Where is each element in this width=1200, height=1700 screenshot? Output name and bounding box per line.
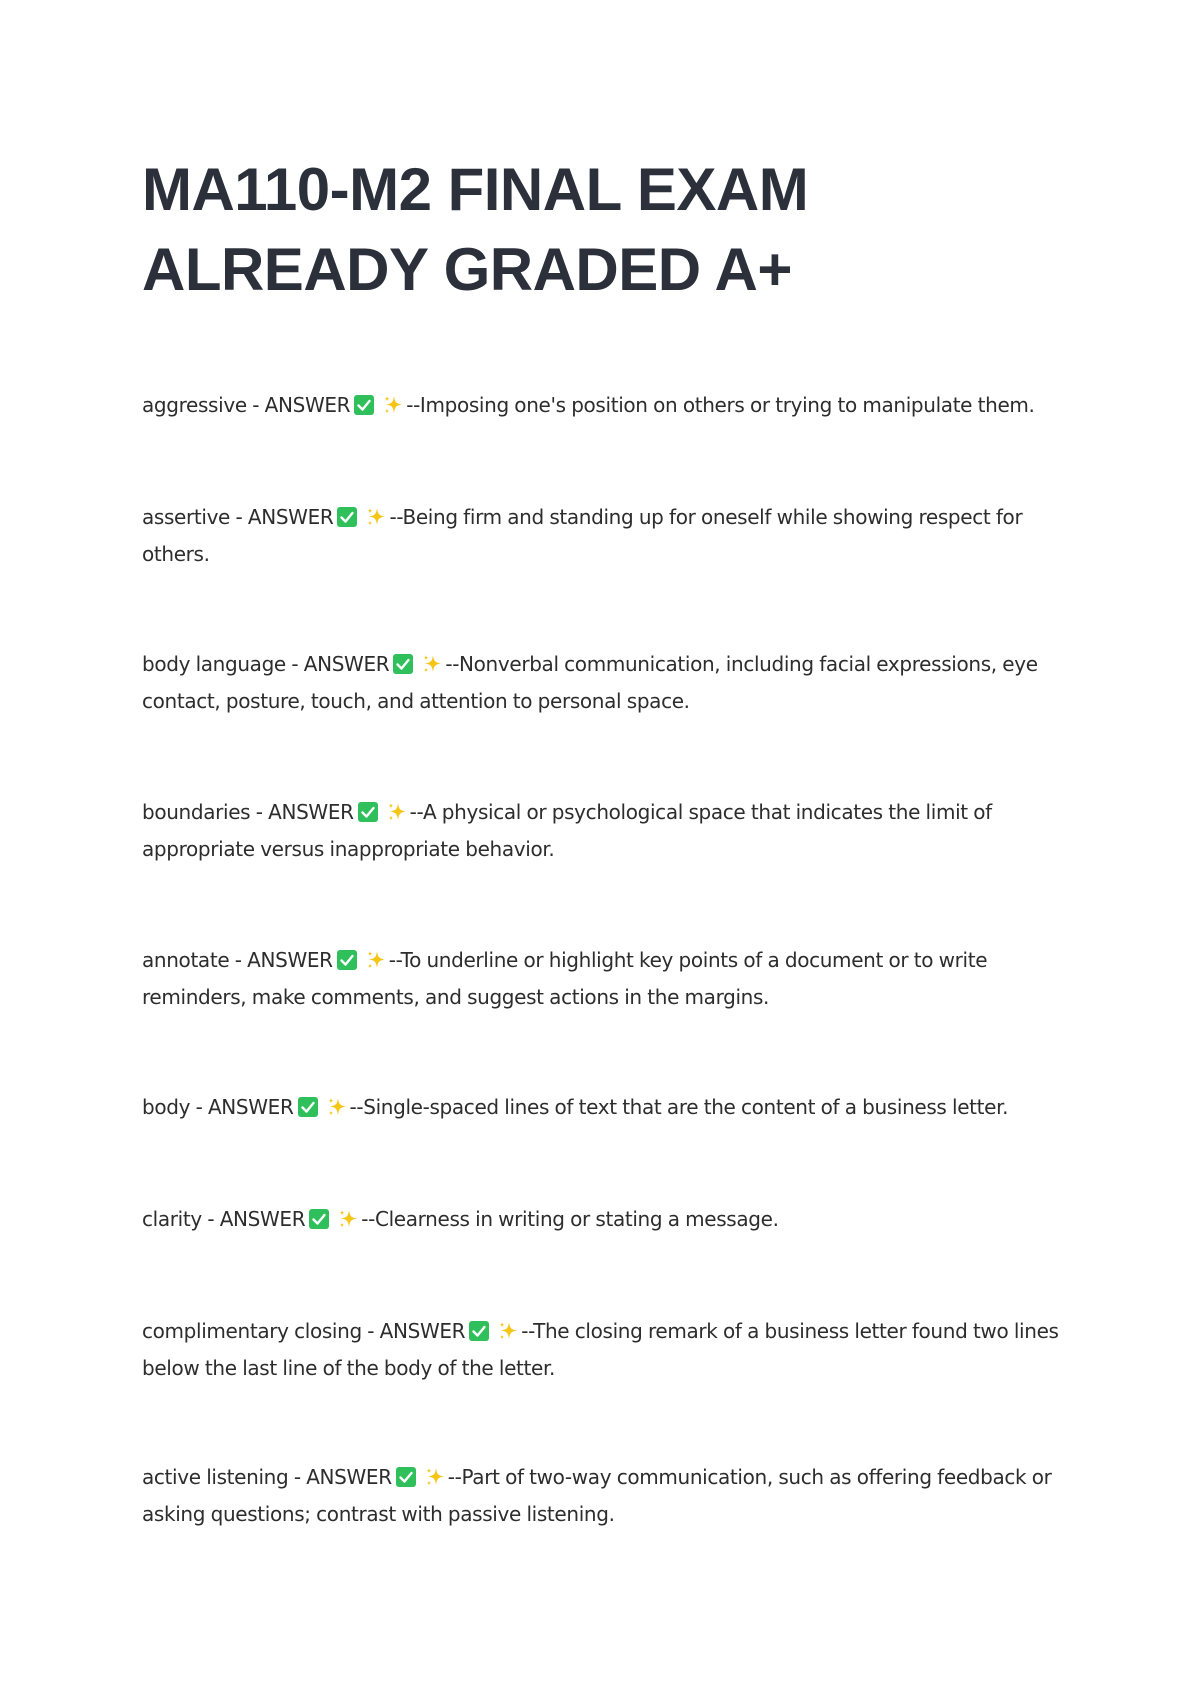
check-mark-button-icon xyxy=(298,1097,318,1117)
sparkles-icon xyxy=(424,1463,446,1485)
entry-definition: --Being firm and standing up for oneself while showing respect for others. xyxy=(142,505,1023,566)
check-mark-button-icon xyxy=(469,1321,489,1341)
sparkles-icon xyxy=(326,1093,348,1115)
entry-term: active listening - ANSWER xyxy=(142,1465,392,1489)
entry-term: annotate - ANSWER xyxy=(142,948,333,972)
sparkles-icon xyxy=(365,503,387,525)
document-title: MA110-M2 FINAL EXAM ALREADY GRADED A+ xyxy=(142,156,809,303)
entry-definition: --Single-spaced lines of text that are the content of a business letter. xyxy=(349,1095,1009,1119)
entry-term: clarity - ANSWER xyxy=(142,1207,306,1231)
entry-definition: --The closing remark of a business letter found two lines below the last line of the body of the letter. xyxy=(142,1319,1059,1380)
entry-definition: --Part of two-way communication, such as offering feedback or asking questions; contrast with passive listening. xyxy=(142,1465,1052,1526)
entry-term: complimentary closing - ANSWER xyxy=(142,1319,466,1343)
entry-term: body - ANSWER xyxy=(142,1095,294,1119)
entry-aggressive xyxy=(142,387,1072,424)
entry-definition: --To underline or highlight key points of a document or to write reminders, make comments, and suggest actions in the margins. xyxy=(142,948,988,1009)
entry-complimentary-closing xyxy=(142,1313,1072,1387)
entry-clarity xyxy=(142,1201,1072,1238)
sparkles-icon xyxy=(497,1317,519,1339)
sparkles-icon xyxy=(421,650,443,672)
entry-definition: --Clearness in writing or stating a message. xyxy=(361,1207,779,1231)
check-mark-button-icon xyxy=(309,1209,329,1229)
entry-term: aggressive - ANSWER xyxy=(142,393,351,417)
entry-term: body language - ANSWER xyxy=(142,652,390,676)
check-mark-button-icon xyxy=(358,802,378,822)
check-mark-button-icon xyxy=(337,507,357,527)
check-mark-button-icon xyxy=(396,1467,416,1487)
check-mark-button-icon xyxy=(393,654,413,674)
entry-definition: --A physical or psychological space that indicates the limit of appropriate versus inappropriate behavior. xyxy=(142,800,992,861)
entry-assertive xyxy=(142,499,1072,573)
entry-term: assertive - ANSWER xyxy=(142,505,334,529)
entry-body xyxy=(142,1089,1072,1126)
entry-body-language xyxy=(142,646,1072,720)
sparkles-icon xyxy=(365,946,387,968)
sparkles-icon xyxy=(386,798,408,820)
check-mark-button-icon xyxy=(337,950,357,970)
entry-definition: --Nonverbal communication, including facial expressions, eye contact, posture, touch, and attention to personal space. xyxy=(142,652,1038,713)
entry-active-listening xyxy=(142,1459,1072,1533)
entry-annotate xyxy=(142,942,1072,1016)
sparkles-icon xyxy=(382,391,404,413)
entry-term: boundaries - ANSWER xyxy=(142,800,354,824)
entry-boundaries xyxy=(142,794,1072,868)
sparkles-icon xyxy=(337,1205,359,1227)
entry-definition: --Imposing one's position on others or trying to manipulate them. xyxy=(406,393,1035,417)
check-mark-button-icon xyxy=(354,395,374,415)
